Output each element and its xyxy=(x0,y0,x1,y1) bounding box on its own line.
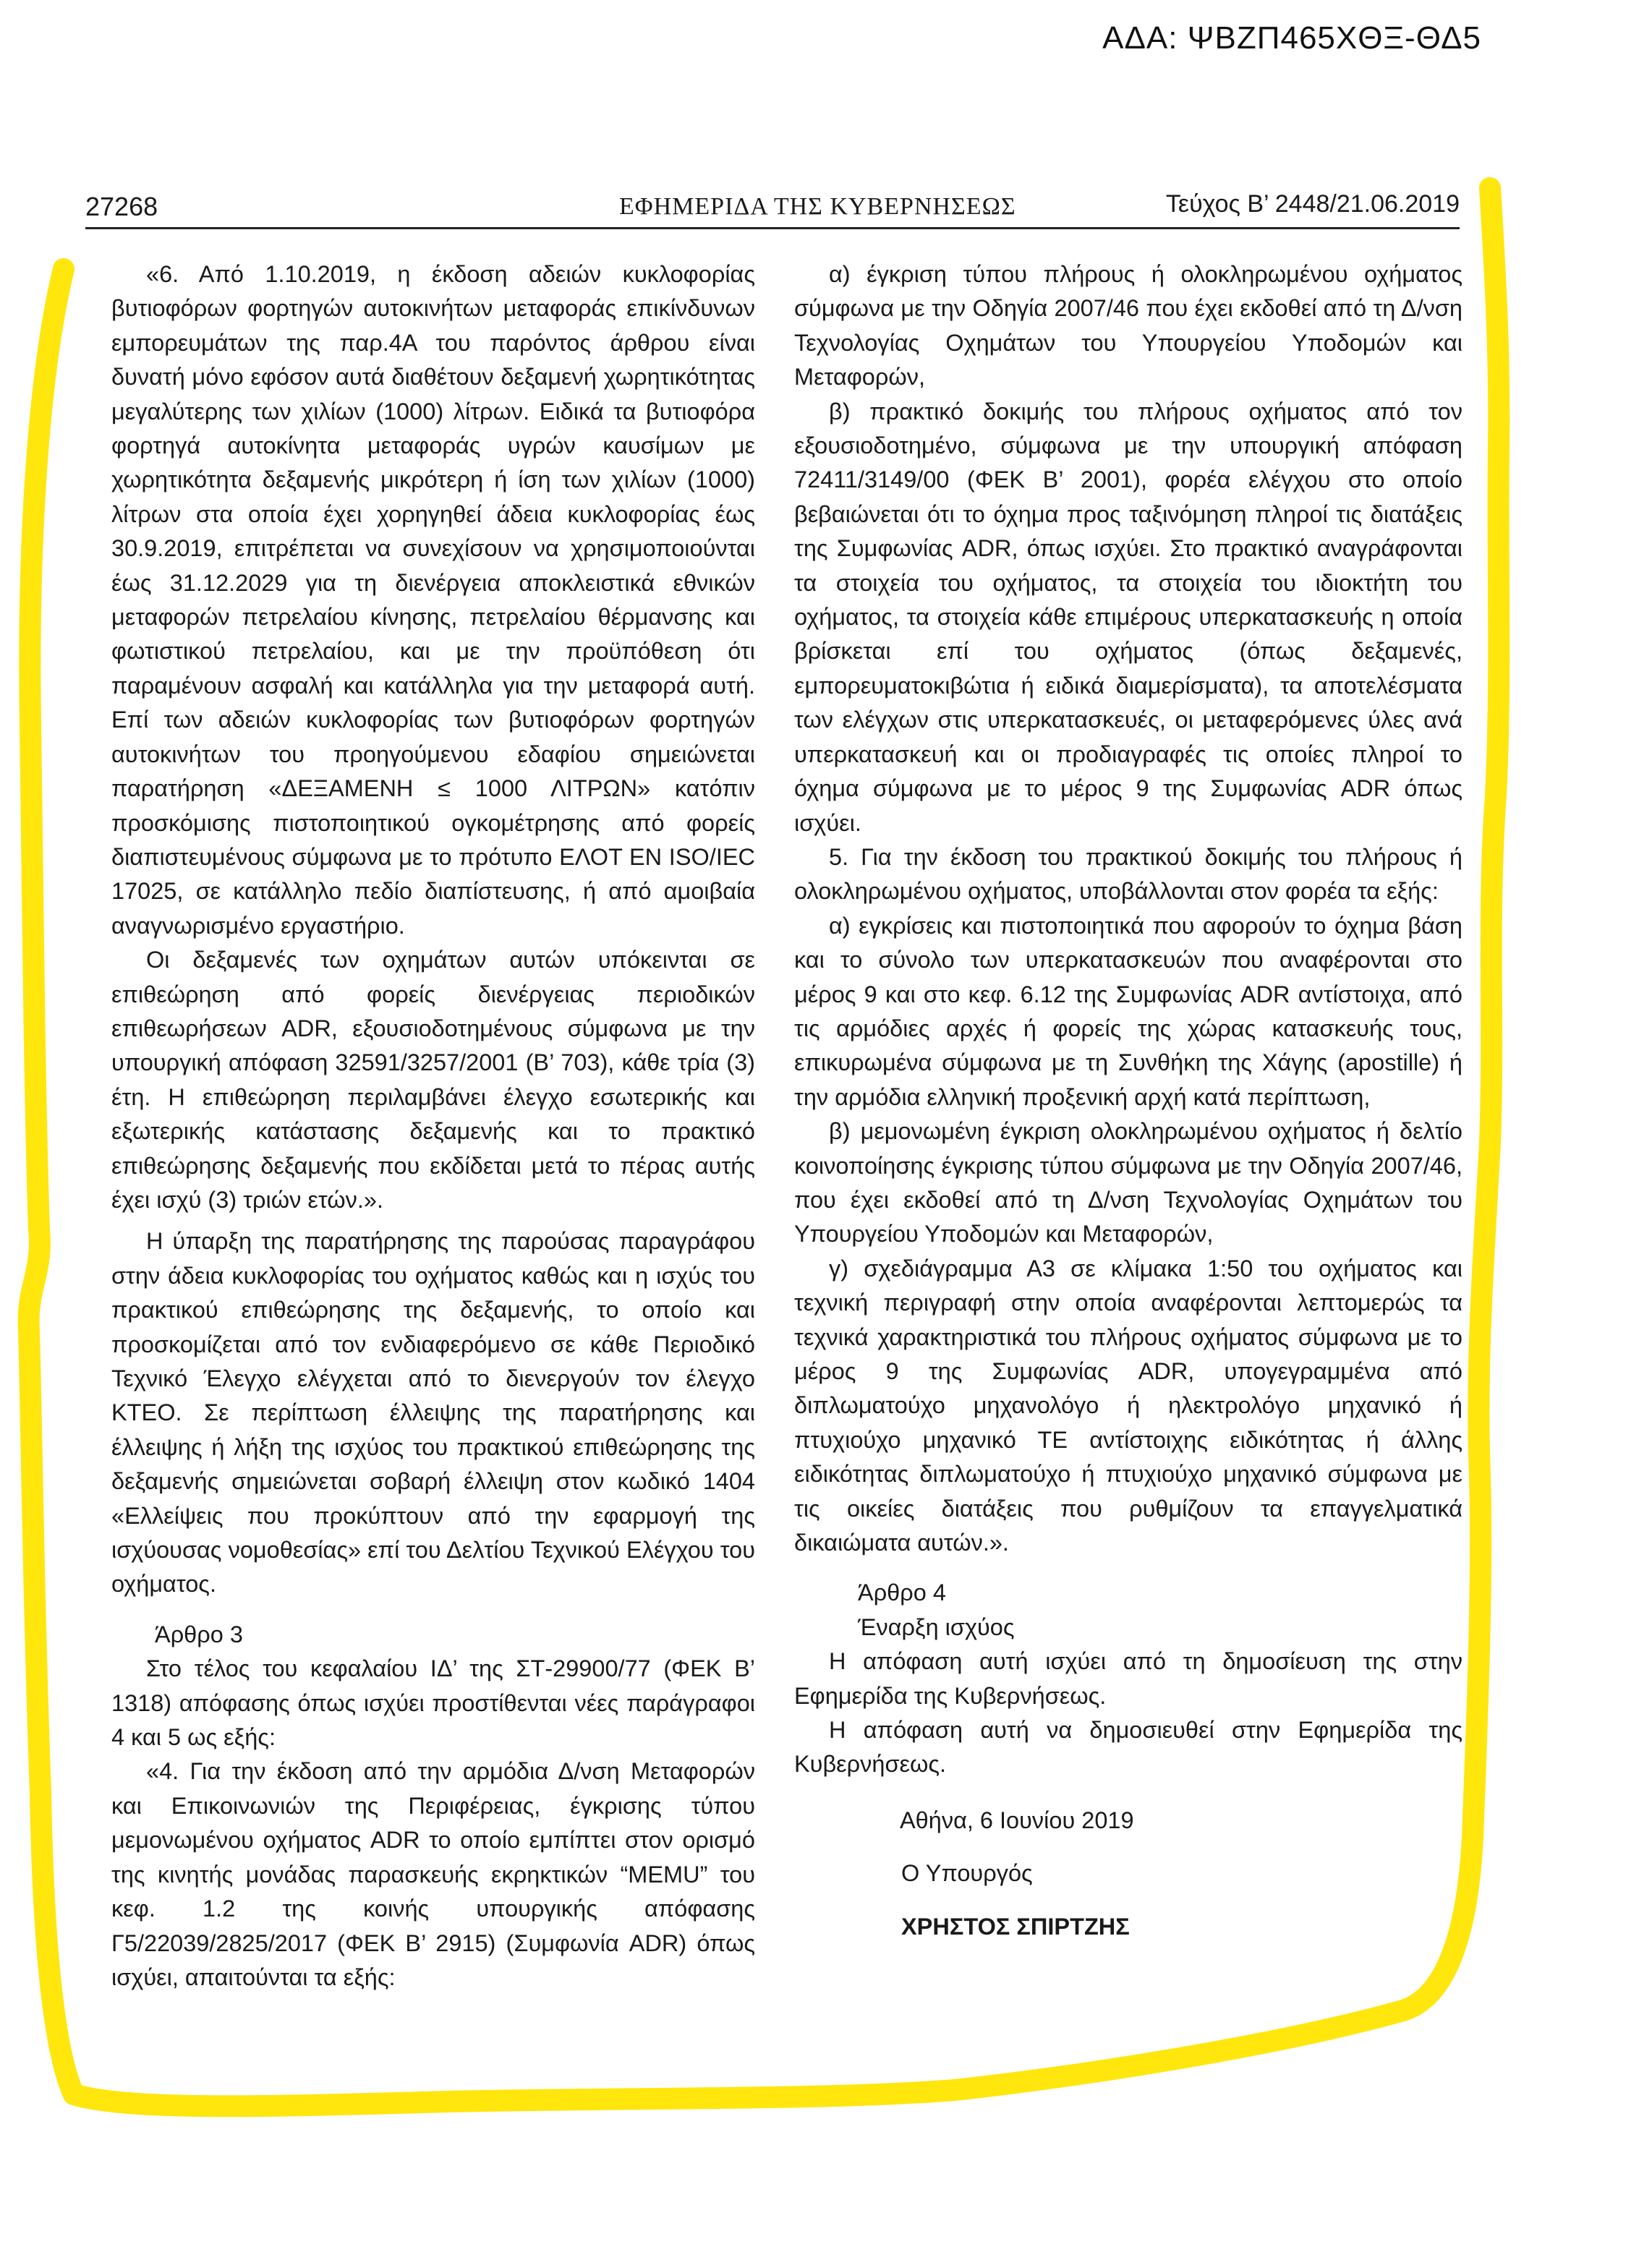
article-3-heading: Άρθρο 3 xyxy=(155,1621,243,1647)
minister-label: Ο Υπουργός xyxy=(901,1860,1033,1887)
gazette-title: ΕΦΗΜΕΡΙΔΑ ΤΗΣ ΚΥΒΕΡΝΗΣΕΩΣ xyxy=(619,193,1016,220)
page-number: 27268 xyxy=(85,192,158,221)
item-a-approvals-certificates: α) εγκρίσεις και πιστοποιητικά που αφορούν το όχημα βάση και το σύνολο των υπερκατασκευών που αναφέρονται στο μέρος 9 και στο κεφ. 6.12 της Συμφωνίας ADR αντίστοιχα, από τις αρμόδιες αρχές ή φορείς της χώρας κατασκευής τους, επικυρωμένα σύμφωνα με τη Συνθήκη της Χάγης (apostille) ή την αρμόδια ελληνική προξενική αρχή κατά περίπτωση, xyxy=(794,912,1462,1110)
signatory-name: ΧΡΗΣΤΟΣ ΣΠΙΡΤΖΗΣ xyxy=(901,1913,1130,1940)
entry-into-force-paragraph: Η απόφαση αυτή ισχύει από τη δημοσίευση της στην Εφημερίδα της Κυβερνήσεως. xyxy=(794,1648,1462,1709)
paragraph-6-amendment: «6. Από 1.10.2019, η έκδοση αδειών κυκλοφορίας βυτιοφόρων φορτηγών αυτοκινήτων μεταφοράς επικίνδυνων εμπορευμάτων της παρ.4Α του παρόντος άρθρου είναι δυνατή μόνο εφόσον αυτά διαθέτουν δεξαμενή χωρητικότητας μεγαλύτερης των χιλίων (1000) λίτρων. Ειδικά τα βυτιοφόρα φορτηγά αυτοκίνητα μεταφοράς υγρών καυσίμων με χωρητικότητα δεξαμενής μικρότερη ή ίση των χιλίων (1000) λίτρων στα οποία έχει χορηγηθεί άδεια κυκλοφορίας έως 30.9.2019, επιτρέπεται να συνεχίσουν να χρησιμοποιούνται έως 31.12.2029 για τη διενέργεια αποκλειστικά εθνικών μεταφορών πετρελαίου κίνησης, πετρελαίου θέρμανσης και φωτιστικού πετρελαίου, και με την προϋπόθεση ότι παραμένουν ασφαλή και κατάλληλα για την μεταφορά αυτή. Επί των αδειών κυκλοφορίας των βυτιοφόρων φορτηγών αυτοκινήτων του προηγούμενου εδαφίου σημειώνεται παρατήρηση «ΔΕΞΑΜΕΝΗ ≤ 1000 ΛΙΤΡΩΝ» κατόπιν προσκόμισης πιστοποιητικού ογκομέτρησης από φορείς διαπιστευμένους σύμφωνα με το πρότυπο ΕΛΟΤ ΕΝ ISO/IEC 17025, σε κατάλληλο πεδίο διαπίστευσης, ή από αμοιβαία αναγνωρισμένο εργαστήριο. xyxy=(111,261,755,939)
ada-code: ΑΔΑ: ΨΒΖΠ465ΧΘΞ-ΘΔ5 xyxy=(1102,20,1481,56)
header-rule xyxy=(85,227,1460,229)
item-c-drawing: γ) σχεδιάγραμμα Α3 σε κλίμακα 1:50 του οχήματος και τεχνική περιγραφή στην οποία αναφέρονται λεπτομερώς τα τεχνικά χαρακτηριστικά του πλήρους οχήματος σύμφωνα με το μέρος 9 της Συμφωνίας ADR, υπογεγραμμένα από διπλωματούχο μηχανολόγο ή ηλεκτρολόγο μηχανικό ή πτυχιούχο μηχανικό ΤΕ αντίστοιχης ειδικότητας ή άλλης ειδικότητας διπλωματούχο ή πτυχιούχο μηχανικό σύμφωνα με τις οικείες διατάξεις που ρυθμίζουν τα επαγγελματικά δικαιώματα αυτών.». xyxy=(794,1255,1462,1556)
left-column xyxy=(111,257,755,1995)
publication-paragraph: Η απόφαση αυτή να δημοσιευθεί στην Εφημερίδα της Κυβερνήσεως. xyxy=(794,1717,1462,1778)
page-header xyxy=(85,184,1489,228)
ktyeo-check-paragraph: Η ύπαρξη της παρατήρησης της παρούσας παραγράφου στην άδεια κυκλοφορίας του οχήματος καθώς και η ισχύς του πρακτικού επιθεώρησης της δεξαμενής, το οποίο και προσκομίζεται από τον ενδιαφερόμενο σε κάθε Περιοδικό Τεχνικό Έλεγχο ελέγχεται από το διενεργούν τον έλεγχο ΚΤΕΟ. Σε περίπτωση έλλειψης της παρατήρησης και έλλειψης ή λήξη της ισχύος του πρακτικού επιθεώρησης της δεξαμενής σημειώνεται σοβαρή έλλειψη στον κωδικό 1404 «Ελλείψεις που προκύπτουν από την εφαρμογή της ισχύουσας νομοθεσίας» επί του Δελτίου Τεχνικού Ελέγχου του οχήματος. xyxy=(111,1228,755,1598)
item-a-type-approval: α) έγκριση τύπου πλήρους ή ολοκληρωμένου οχήματος σύμφωνα με την Οδηγία 2007/46 που έχει εκδοθεί από τη Δ/νση Τεχνολογίας Οχημάτων του Υπουργείου Υποδομών και Μεταφορών, xyxy=(794,261,1462,391)
signature-date: Αθήνα, 6 Ιουνίου 2019 xyxy=(900,1807,1134,1833)
article-4-title: Έναρξη ισχύος xyxy=(858,1613,1015,1640)
tank-inspection-paragraph: Οι δεξαμενές των οχημάτων αυτών υπόκεινται σε επιθεώρηση από φορείς διενέργειας περιοδικών επιθεωρήσεων ADR, εξουσιοδοτημένους σύμφωνα με την υπουργική απόφαση 32591/3257/2001 (Β’ 703), κάθε τρία (3) έτη. Η επιθεώρηση περιλαμβάνει έλεγχο εσωτερικής και εξωτερικής κατάστασης δεξαμενής και το πρακτικό επιθεώρησης δεξαμενής που εκδίδεται μετά το πέρας αυτής έχει ισχύ (3) τριών ετών.». xyxy=(111,947,755,1213)
issue-number: Τεύχος Β’ 2448/21.06.2019 xyxy=(1165,190,1460,218)
item-b-individual-approval: β) μεμονωμένη έγκριση ολοκληρωμένου οχήματος ή δελτίο κοινοποίησης έγκρισης τύπου σύμφωνα με την Οδηγία 2007/46, που έχει εκδοθεί από τη Δ/νση Τεχνολογίας Οχημάτων του Υπουργείου Υποδομών και Μεταφορών, xyxy=(794,1118,1462,1248)
paragraph-5: 5. Για την έκδοση του πρακτικού δοκιμής του πλήρους ή ολοκληρωμένου οχήματος, υποβάλλονται στον φορέα τα εξής: xyxy=(794,843,1462,905)
item-b-test-report: β) πρακτικό δοκιμής του πλήρους οχήματος από τον εξουσιοδοτημένο, σύμφωνα με την υπουργική απόφαση 72411/3149/00 (ΦΕΚ Β’ 2001), φορέα ελέγχου στο οποίο βεβαιώνεται ότι το όχημα προς ταξινόμηση πληροί τις διατάξεις της Συμφωνίας ADR, όπως ισχύει. Στο πρακτικό αναγράφονται τα στοιχεία του οχήματος, τα στοιχεία του ιδιοκτήτη του οχήματος, τα στοιχεία κάθε επιμέρους υπερκατασκευής η οποία βρίσκεται επί του οχήματος (όπως δεξαμενές, εμπορευματοκιβώτια ή ειδικά διαμερίσματα), τα αποτελέσματα των ελέγχων στις υπερκατασκευές, οι μεταφερόμενες ύλες ανά υπερκατασκευή και οι προδιαγραφές τις οποίες πληροί το όχημα σύμφωνα με το μέρος 9 της Συμφωνίας ADR όπως ισχύει. xyxy=(794,398,1462,836)
article-3-intro: Στο τέλος του κεφαλαίου ΙΔ’ της ΣΤ-29900/77 (ΦΕΚ Β’ 1318) απόφασης όπως ισχύει προστίθενται νέες παράγραφοι 4 και 5 ως εξής: xyxy=(111,1655,755,1751)
paragraph-4-memu: «4. Για την έκδοση από την αρμόδια Δ/νση Μεταφορών και Επικοινωνιών της Περιφέρειας, έγκρισης τύπου μεμονωμένου οχήματος ADR το οποίο εμπίπτει στον ορισμό της κινητής μονάδας παρασκευής εκρηκτικών “MEMU” του κεφ. 1.2 της κοινής υπουργικής απόφασης Γ5/22039/2825/2017 (ΦΕΚ Β’ 2915) (Συμφωνία ADR) όπως ισχύει, απαιτούνται τα εξής: xyxy=(111,1758,755,1990)
right-column xyxy=(794,257,1462,1944)
article-4-heading: Άρθρο 4 xyxy=(858,1579,946,1606)
